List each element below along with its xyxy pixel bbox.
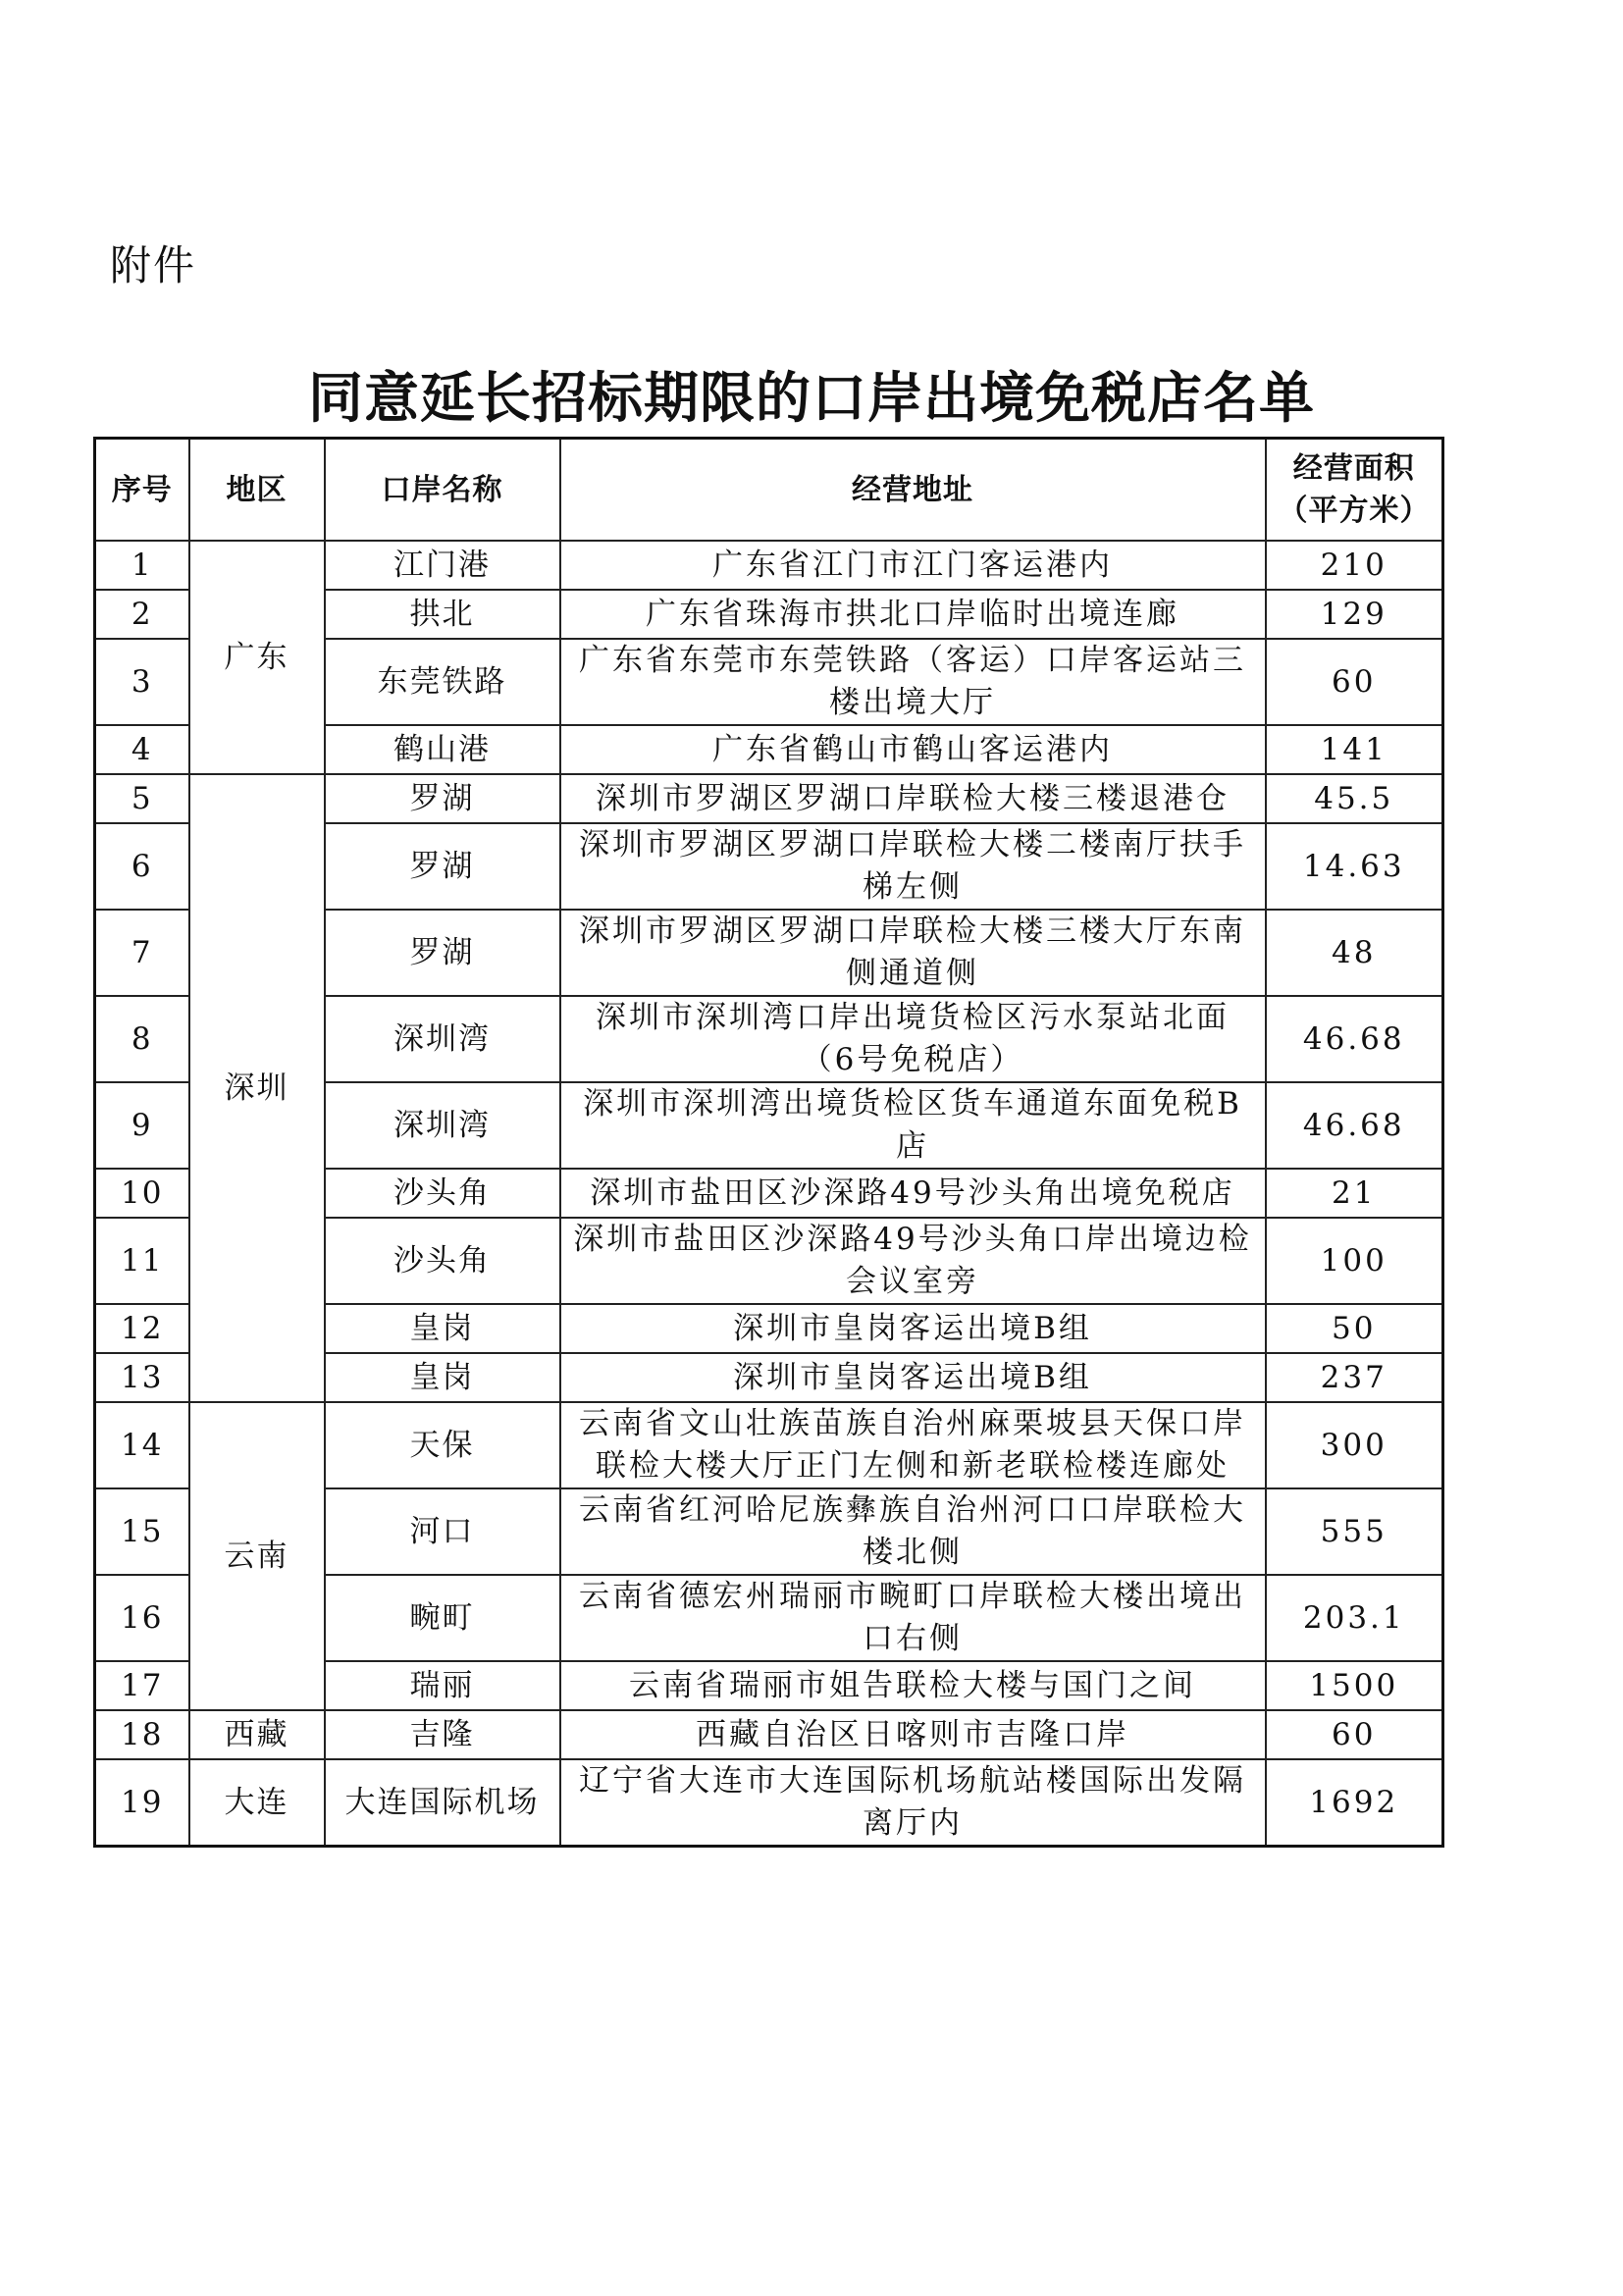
cell-port: 沙头角 [325, 1218, 560, 1304]
cell-no: 18 [95, 1710, 189, 1759]
cell-area: 1500 [1266, 1661, 1443, 1710]
cell-port: 瑞丽 [325, 1661, 560, 1710]
cell-port: 深圳湾 [325, 1082, 560, 1169]
cell-no: 4 [95, 725, 189, 774]
cell-address: 深圳市盐田区沙深路49号沙头角出境免税店 [560, 1169, 1266, 1218]
cell-no: 11 [95, 1218, 189, 1304]
cell-address: 云南省德宏州瑞丽市畹町口岸联检大楼出境出口右侧 [560, 1575, 1266, 1661]
cell-address: 深圳市罗湖区罗湖口岸联检大楼三楼大厅东南侧通道侧 [560, 910, 1266, 996]
cell-no: 12 [95, 1304, 189, 1353]
cell-area: 300 [1266, 1402, 1443, 1488]
header-region: 地区 [189, 439, 325, 542]
cell-no: 6 [95, 823, 189, 910]
cell-no: 3 [95, 639, 189, 725]
cell-address: 云南省红河哈尼族彝族自治州河口口岸联检大楼北侧 [560, 1488, 1266, 1575]
cell-address: 深圳市皇岗客运出境B组 [560, 1353, 1266, 1402]
cell-area: 46.68 [1266, 1082, 1443, 1169]
cell-address: 深圳市罗湖区罗湖口岸联检大楼三楼退港仓 [560, 774, 1266, 823]
cell-no: 9 [95, 1082, 189, 1169]
cell-area: 100 [1266, 1218, 1443, 1304]
cell-port: 吉隆 [325, 1710, 560, 1759]
cell-no: 16 [95, 1575, 189, 1661]
header-port: 口岸名称 [325, 439, 560, 542]
cell-address: 深圳市盐田区沙深路49号沙头角口岸出境边检会议室旁 [560, 1218, 1266, 1304]
cell-area: 60 [1266, 1710, 1443, 1759]
cell-port: 罗湖 [325, 823, 560, 910]
cell-port: 罗湖 [325, 774, 560, 823]
header-area-line1: 经营面积 [1292, 451, 1415, 486]
table-row [95, 1710, 1443, 1759]
cell-port: 罗湖 [325, 910, 560, 996]
cell-region: 广东 [189, 541, 325, 774]
cell-port: 拱北 [325, 590, 560, 639]
cell-area: 45.5 [1266, 774, 1443, 823]
cell-area: 141 [1266, 725, 1443, 774]
cell-area: 48 [1266, 910, 1443, 996]
cell-area: 60 [1266, 639, 1443, 725]
cell-port: 东莞铁路 [325, 639, 560, 725]
cell-port: 江门港 [325, 541, 560, 590]
cell-region: 云南 [189, 1402, 325, 1710]
cell-region: 大连 [189, 1759, 325, 1847]
cell-no: 14 [95, 1402, 189, 1488]
cell-port: 皇岗 [325, 1353, 560, 1402]
cell-no: 1 [95, 541, 189, 590]
cell-port: 沙头角 [325, 1169, 560, 1218]
header-area [1266, 439, 1443, 542]
cell-area: 555 [1266, 1488, 1443, 1575]
table-row [95, 1759, 1443, 1847]
cell-area: 50 [1266, 1304, 1443, 1353]
cell-area: 210 [1266, 541, 1443, 590]
cell-address: 深圳市罗湖区罗湖口岸联检大楼二楼南厅扶手梯左侧 [560, 823, 1266, 910]
cell-no: 7 [95, 910, 189, 996]
cell-address: 深圳市皇岗客运出境B组 [560, 1304, 1266, 1353]
cell-region: 西藏 [189, 1710, 325, 1759]
cell-no: 17 [95, 1661, 189, 1710]
cell-area: 203.1 [1266, 1575, 1443, 1661]
cell-port: 大连国际机场 [325, 1759, 560, 1847]
table-row [95, 774, 1443, 823]
cell-area: 14.63 [1266, 823, 1443, 910]
cell-address: 辽宁省大连市大连国际机场航站楼国际出发隔离厅内 [560, 1759, 1266, 1847]
cell-region: 深圳 [189, 774, 325, 1402]
cell-area: 129 [1266, 590, 1443, 639]
cell-address: 广东省珠海市拱北口岸临时出境连廊 [560, 590, 1266, 639]
cell-area: 1692 [1266, 1759, 1443, 1847]
cell-no: 10 [95, 1169, 189, 1218]
header-area-line2: （平方米） [1278, 494, 1431, 528]
cell-address: 广东省鹤山市鹤山客运港内 [560, 725, 1266, 774]
table-header-row [95, 439, 1443, 542]
cell-address: 云南省文山壮族苗族自治州麻栗坡县天保口岸联检大楼大厅正门左侧和新老联检楼连廊处 [560, 1402, 1266, 1488]
cell-no: 13 [95, 1353, 189, 1402]
cell-address: 西藏自治区日喀则市吉隆口岸 [560, 1710, 1266, 1759]
attachment-label: 附件 [110, 241, 197, 289]
duty-free-shop-table [93, 437, 1444, 1848]
cell-no: 2 [95, 590, 189, 639]
cell-address: 深圳市深圳湾出境货检区货车通道东面免税B店 [560, 1082, 1266, 1169]
cell-no: 8 [95, 996, 189, 1082]
table-row [95, 1402, 1443, 1488]
cell-address: 云南省瑞丽市姐告联检大楼与国门之间 [560, 1661, 1266, 1710]
header-no: 序号 [95, 439, 189, 542]
cell-address: 广东省江门市江门客运港内 [560, 541, 1266, 590]
cell-port: 鹤山港 [325, 725, 560, 774]
header-address: 经营地址 [560, 439, 1266, 542]
cell-port: 皇岗 [325, 1304, 560, 1353]
cell-address: 深圳市深圳湾口岸出境货检区污水泵站北面（6号免税店） [560, 996, 1266, 1082]
cell-port: 河口 [325, 1488, 560, 1575]
cell-area: 237 [1266, 1353, 1443, 1402]
document-title: 同意延长招标期限的口岸出境免税店名单 [308, 366, 1315, 431]
cell-port: 畹町 [325, 1575, 560, 1661]
cell-area: 21 [1266, 1169, 1443, 1218]
cell-port: 深圳湾 [325, 996, 560, 1082]
cell-no: 15 [95, 1488, 189, 1575]
cell-no: 5 [95, 774, 189, 823]
cell-no: 19 [95, 1759, 189, 1847]
cell-address: 广东省东莞市东莞铁路（客运）口岸客运站三楼出境大厅 [560, 639, 1266, 725]
cell-port: 天保 [325, 1402, 560, 1488]
cell-area: 46.68 [1266, 996, 1443, 1082]
table-row [95, 541, 1443, 590]
